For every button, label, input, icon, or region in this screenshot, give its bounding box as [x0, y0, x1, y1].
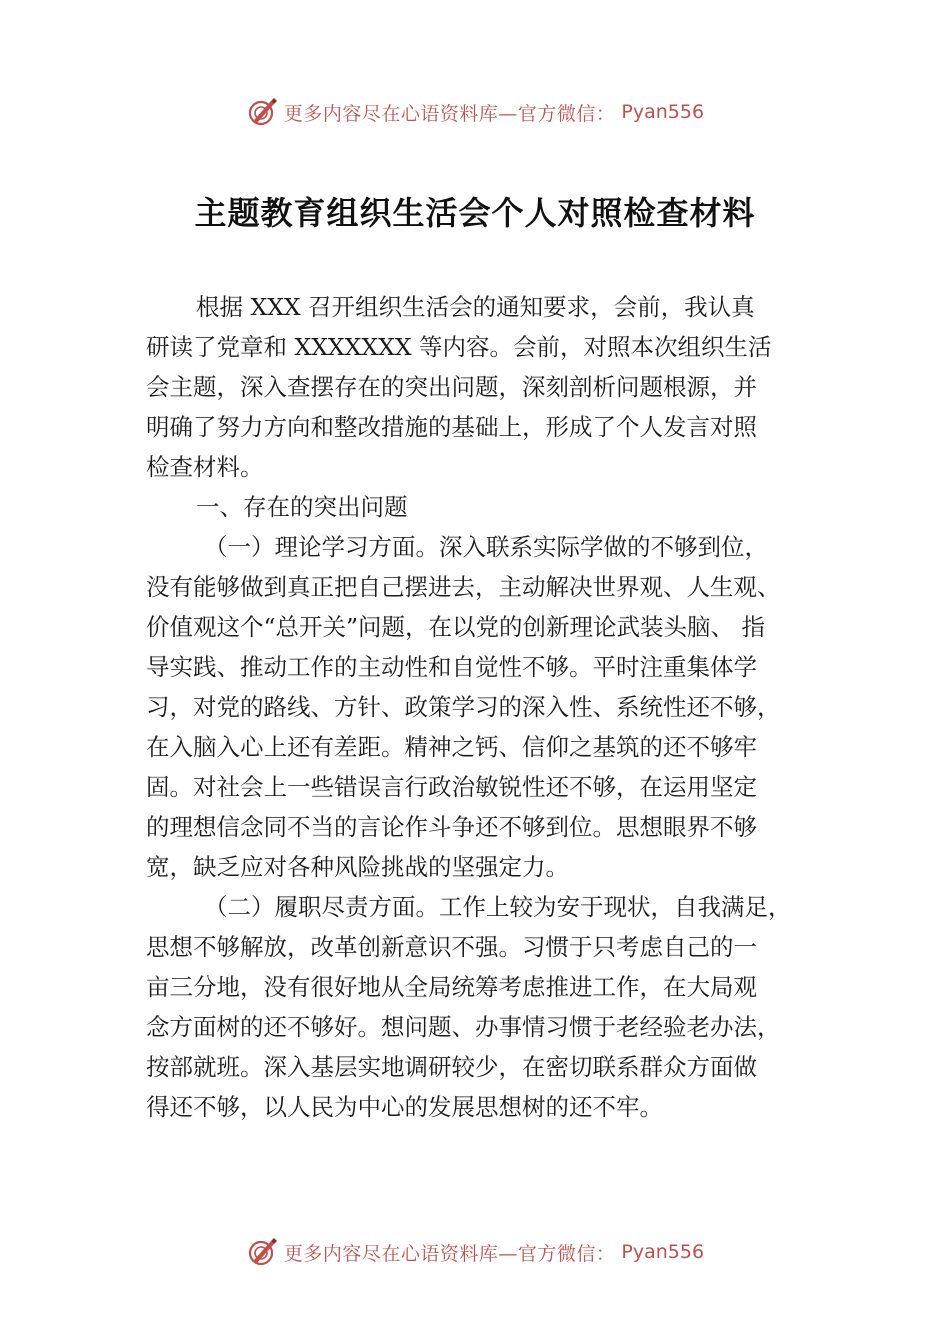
body-line: 习，对党的路线、方针、政策学习的深入性、系统性还不够， [146, 693, 781, 721]
body-line: 宽，缺乏应对各种风险挑战的坚强定力。 [146, 853, 569, 881]
body-line: 根据 XXX 召开组织生活会的通知要求，会前，我认真 [196, 293, 755, 321]
pen-logo-icon [246, 96, 278, 128]
watermark-text: 更多内容尽在心语资料库—官方微信： [283, 102, 616, 125]
body-line: 得还不够，以人民为中心的发展思想树的还不牢。 [146, 1093, 663, 1121]
section-heading: 一、存在的突出问题 [196, 493, 408, 521]
watermark-wechat-id: Pyan556 [621, 1241, 705, 1263]
document-body [146, 287, 811, 1127]
body-line: 检查材料。 [146, 453, 264, 481]
body-line: 导实践、推动工作的主动性和自觉性不够。平时注重集体学 [146, 653, 757, 681]
document-title: 主题教育组织生活会个人对照检查材料 [194, 194, 756, 232]
body-line: 没有能够做到真正把自己摆进去，主动解决世界观、人生观、 [146, 573, 781, 601]
body-line: 按部就班。深入基层实地调研较少，在密切联系群众方面做 [146, 1053, 757, 1081]
body-line: 思想不够解放，改革创新意识不强。习惯于只考虑自己的一 [146, 933, 757, 961]
watermark-wechat-id: Pyan556 [621, 101, 705, 123]
body-line: 念方面树的还不够好。想问题、办事情习惯于老经验老办法， [146, 1013, 781, 1041]
watermark-footer [0, 1232, 950, 1272]
body-line: 亩三分地，没有很好地从全局统筹考虑推进工作，在大局观 [146, 973, 757, 1001]
watermark-text: 更多内容尽在心语资料库—官方微信： [283, 1242, 616, 1265]
pen-logo-icon [246, 1236, 278, 1268]
watermark-header [0, 92, 950, 132]
subsection-heading: （二）履职尽责方面。工作上较为安于现状，自我满足， [204, 893, 792, 921]
body-line: 研读了党章和 XXXXXXX 等内容。会前，对照本次组织生活 [146, 333, 772, 361]
subsection-heading: （一）理论学习方面。深入联系实际学做的不够到位， [204, 533, 768, 561]
body-line: 固。对社会上一些错误言行政治敏锐性还不够，在运用坚定 [146, 773, 757, 801]
body-line: 明确了努力方向和整改措施的基础上，形成了个人发言对照 [146, 413, 757, 441]
body-line: 价值观这个“总开关”问题，在以党的创新理论武装头脑、 指 [146, 613, 765, 641]
body-line: 会主题，深入查摆存在的突出问题，深刻剖析问题根源，并 [146, 373, 757, 401]
body-line: 在入脑入心上还有差距。精神之钙、信仰之基筑的还不够牢 [146, 733, 757, 761]
body-line: 的理想信念同不当的言论作斗争还不够到位。思想眼界不够 [146, 813, 757, 841]
